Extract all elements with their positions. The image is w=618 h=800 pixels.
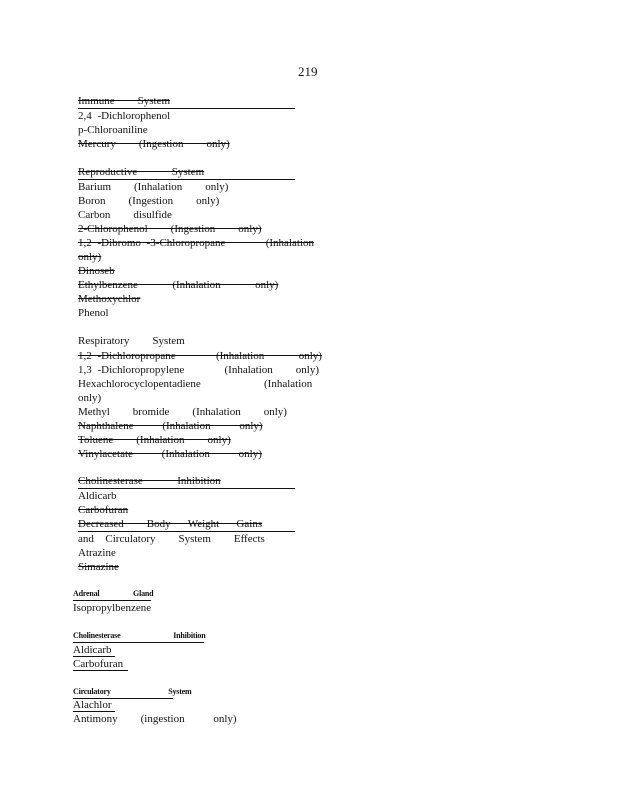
list-item: Hexachlorocyclopentadiene (Inhalation — [78, 378, 313, 390]
list-item: Carbofuran — [78, 504, 129, 516]
list-item: Carbon disulfide — [78, 209, 172, 221]
list-item: Boron (Ingestion only) — [78, 195, 220, 207]
list-item: Toluene (Inhalation only) — [78, 434, 231, 446]
list-item: 1,2 -Dichloropropane (Inhalation only) — [78, 350, 322, 362]
section-heading-circulatory: Circulatory System — [73, 687, 192, 696]
item-underline — [73, 711, 115, 712]
section-heading-decreased-weight: Decreased Body Weight Gains — [78, 518, 263, 530]
list-item: Methoxychlor — [78, 293, 141, 305]
list-item: Naphthalene (Inhalation only) — [78, 420, 263, 432]
list-item: Barium (Inhalation only) — [78, 181, 229, 193]
list-item: Carbofuran — [73, 658, 124, 670]
heading-rule — [73, 600, 151, 601]
item-underline — [73, 656, 115, 657]
list-item: Atrazine — [78, 547, 116, 559]
list-item: 1,3 -Dichloropropylene (Inhalation only) — [78, 364, 319, 376]
list-item: Mercury (Ingestion only) — [78, 138, 230, 150]
list-item: Vinylacetate (Inhalation only) — [78, 448, 262, 460]
list-item: Aldicarb — [78, 490, 117, 502]
list-item: 2,4 -Dichlorophenol — [78, 110, 171, 122]
item-underline — [73, 670, 128, 671]
list-item: only) — [78, 251, 102, 263]
list-item: Methyl bromide (Inhalation only) — [78, 406, 287, 418]
section-heading-adrenal: Adrenal Gland — [73, 589, 154, 598]
list-item: only) — [78, 392, 102, 404]
heading-rule — [73, 642, 204, 643]
list-item: Phenol — [78, 307, 109, 319]
section-heading-reproductive: Reproductive System — [78, 166, 205, 178]
list-item: Dinoseb — [78, 265, 115, 277]
page-number: 219 — [298, 64, 318, 79]
list-item: Alachlor — [73, 699, 112, 711]
list-item: p-Chloroaniline — [78, 124, 148, 136]
list-item: and Circulatory System Effects — [78, 533, 265, 545]
section-heading-immune: Immune System — [78, 95, 171, 107]
section-heading-cholinesterase: Cholinesterase Inhibition — [78, 475, 221, 487]
section-heading-cholinesterase-lower: Cholinesterase Inhibition — [73, 631, 206, 640]
list-item: Aldicarb — [73, 644, 112, 656]
list-item: 2-Chlorophenol (Ingestion only) — [78, 223, 262, 235]
list-item: Ethylbenzene (Inhalation only) — [78, 279, 279, 291]
list-item: 1,2 -Dibromo -3-Chloropropane (Inhalation — [78, 237, 314, 249]
list-item: Antimony (ingestion only) — [73, 713, 237, 725]
section-heading-respiratory: Respiratory System — [78, 335, 185, 347]
list-item: Simazine — [78, 561, 119, 573]
list-item: Isopropylbenzene — [73, 602, 152, 614]
